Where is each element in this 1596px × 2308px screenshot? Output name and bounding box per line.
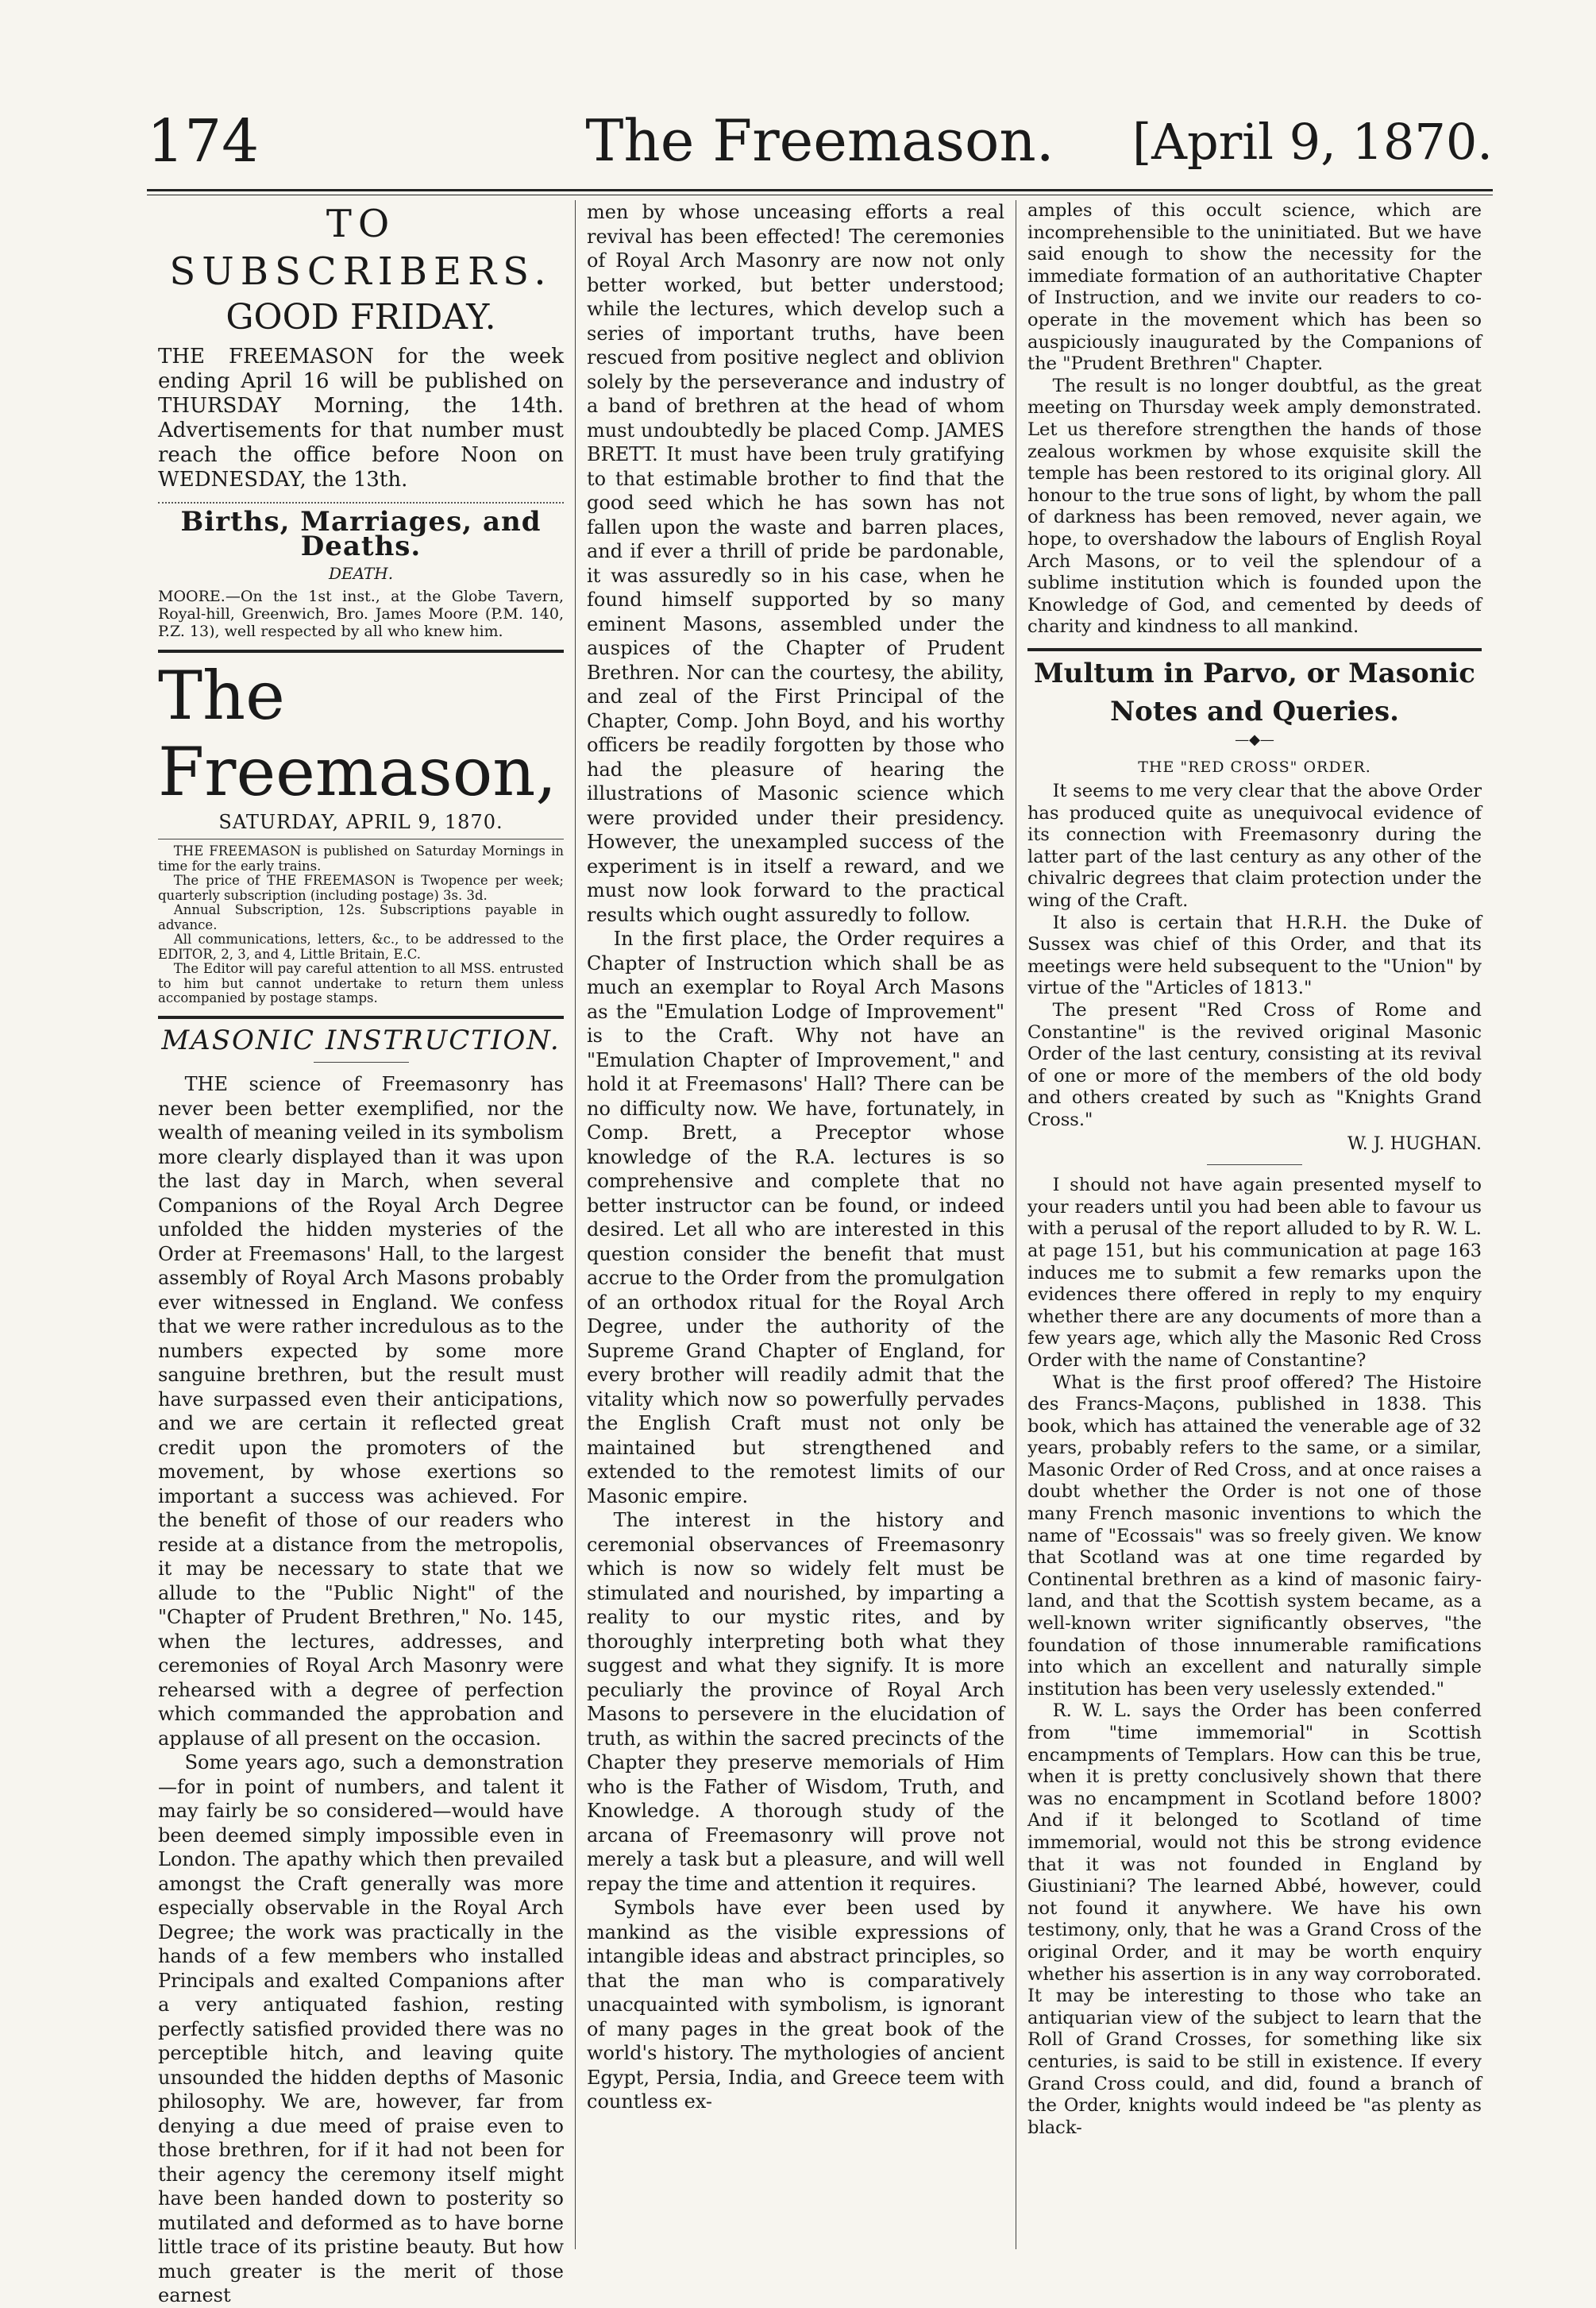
article-paragraph: Some years ago, such a demonstration—for in point of numbers, and talent it may fairly be so considered—would have been deemed simply impossible even in London. The apathy which then prevailed amongst the Craft generally was more especially observable in the Royal Arch Degree; the work was practically in the hands of a few members who installed Principals and exalted Companions after a very antiquated fashion, resting perfectly satisfied provided there was no perceptible hitch, and leaving quite unsounded the hidden depths of Masonic philosophy. We are, however, far from denying a due meed of praise even to those brethren, for if it had not been for their agency the ceremony itself might have been handed down to posterity so mutilated and deformed as to have borne little trace of its pristine beauty. But how much greater is the merit of those earnest xyxy=(158,1751,564,2306)
masonic-instruction-heading: MASONIC INSTRUCTION. xyxy=(161,1024,561,1056)
publication-info xyxy=(158,844,564,1006)
page-number: 174 xyxy=(147,107,260,176)
pub-info-line: Annual Subscription, 12s. Subscriptions payable in advance. xyxy=(158,902,564,932)
order-paragraph: It also is certain that H.R.H. the Duke of Sussex was chief of this Order, and that its meetings were held subsequent to the "Union" by virtue of the "Articles of 1813." xyxy=(1027,912,1482,999)
births-marriages-deaths-heading: Births, Marriages, and Deaths. xyxy=(180,506,542,562)
pub-info-line: All communications, letters, &c., to be addressed to the EDITOR, 2, 3, and 4, Little Britain, E.C. xyxy=(158,932,564,962)
dotted-divider xyxy=(158,502,564,504)
pub-info-line: THE FREEMASON is published on Saturday Mornings in time for the early trains. xyxy=(158,843,564,874)
article-paragraph: Symbols have ever been used by mankind as the visible expressions of intangible ideas and abstract principles, so that the man who is comparatively unacquainted with symbolism, is ignorant of many pages in the great book of the world's history. The mythologies of ancient Egypt, Persia, India, and Greece teem with countless ex- xyxy=(587,1897,1004,2113)
article-paragraph: THE science of Freemasonry has never been better exemplified, nor the wealth of meaning veiled in its symbolism more clearly displayed than it was upon the last day in March, when several Companions of the Royal Arch Degree unfolded the hidden mysteries of the Order at Freemasons' Hall, to the largest assembly of Royal Arch Masons probably ever witnessed in England. We confess that we were rather incredulous as to the numbers expected by some more sanguine brethren, but the result must have surpassed even their anticipations, and we are certain it reflected great credit upon the promoters of the movement, by whose exertions so important a success was achieved. For the benefit of those of our readers who reside at a distance from the metropolis, it may be necessary to state that we allude to the "Public Night" of the "Chapter of Prudent Brethren," No. 145, when the lectures, addresses, and ceremonies of Royal Arch Masonry were rehearsed with a degree of perfection which commanded the approbation and applause of all present on the occasion. xyxy=(158,1073,564,1750)
short-rule xyxy=(314,1062,409,1063)
page-header xyxy=(147,95,1493,183)
red-cross-order-heading: THE "RED CROSS" ORDER. xyxy=(1138,758,1371,777)
good-friday-heading: GOOD FRIDAY. xyxy=(226,297,496,338)
letter-paragraph: R. W. L. says the Order has been conferred from "time immemorial" in Scottish encampments of Templars. How can this be true, when it is pretty conclusively shown that there was no encampment in Scotland before 1800? And if it belonged to Scotland of time immemorial, would not this be strong evidence that it was not founded in England by Giustiniani? The learned Abbé, however, could not found it anywhere. We have his own testimony, only, that he was a Grand Cross of the original Order, and it may be worth enquiry whether his assertion is in any way corroborated. It may be interesting to those who take an antiquarian view of the subject to learn that the Roll of Grand Crosses, for something like six centuries, is said to be still in existence. If every Grand Cross could, and did, found a branch of the Order, knights would indeed be "as plenty as black- xyxy=(1027,1700,1482,2138)
article-paragraph: The result is no longer doubtful, as the great meeting on Thursday week amply demonstrated. Let us therefore strengthen the hands of those zealous workmen by whose exquisite skill the temple has been restored to its original glory. All honour to the true sons of light, by whom the pall of darkness has been removed, never again, we hope, to overshadow the labours of English Royal Arch Masons, or to veil the splendour of a sublime institution which is founded upon the Knowledge of God, and cemented by deeds of charity and kindness to all mankind. xyxy=(1027,375,1482,638)
column-2 xyxy=(576,200,1016,2249)
article-paragraph: amples of this occult science, which are incomprehensible to the uninitiated. But we have said enough to show the necessity for the immediate formation of an authoritative Chapter of Instruction, and we invite our readers to co-operate in the movement which has been so auspiciously inaugurated by the Companions of the "Prudent Brethren" Chapter. xyxy=(1027,200,1482,375)
letter-paragraph: What is the first proof offered? The Histoire des Francs-Maçons, published in 1838. This book, which has attained the venerable age of 32 years, probably refers to the same, or a similar, Masonic Order of Red Cross, and at once raises a doubt whether the Order is not one of those many French masonic inventions to which the name of "Ecossais" was so freely given. We know that Scotland was at one time regarded by Continental brethren as a kind of masonic fairy-land, and that the Scottish system became, as a well-known writer significantly observes, "the foundation of those innumerable ramifications into which an excellent and naturally simple institution has been very uselessly extended." xyxy=(1027,1372,1482,1700)
notes-queries-heading-1: Multum in Parvo, or Masonic xyxy=(1034,657,1475,689)
publication-date: SATURDAY, APRIL 9, 1870. xyxy=(218,810,503,833)
death-label: DEATH. xyxy=(328,564,394,583)
letter-paragraph: I should not have again presented myself to your readers until you had been able to favour us with a perusal of the report alluded to by R. W. L. at page 151, but his communication at page 163 induces me to submit a few remarks upon the evidences there offered in reply to my enquiry whether there are any documents of more than a few years age, which ally the Masonic Red Cross Order with the name of Constantine? xyxy=(1027,1175,1482,1371)
ornament-icon: —◆— xyxy=(1235,731,1274,748)
issue-date: [April 9, 1870. xyxy=(1131,113,1493,171)
pub-info-line: The price of THE FREEMASON is Twopence per week; quarterly subscription (including postage) 3s. 3d. xyxy=(158,873,564,903)
pub-info-line: The Editor will pay careful attention to all MSS. entrusted to him but cannot undertake to return them unless accompanied by postage stamps. xyxy=(158,961,564,1005)
subscribers-heading: TO SUBSCRIBERS. xyxy=(169,202,553,294)
header-rule xyxy=(147,189,1493,195)
article-paragraph: In the first place, the Order requires a Chapter of Instruction which shall be as much an exemplar to Royal Arch Masons as the "Emulation Lodge of Improvement" is to the Craft. Why not have an "Emulation Chapter of Improvement," and hold it at Freemasons' Hall? There can be no difficulty now. We have, fortunately, in Comp. Brett, a Preceptor whose knowledge of the R.A. lectures is so comprehensive and complete that no better instructor can be found, or indeed desired. Let all who are interested in this question consider the benefit that must accrue to the Order from the promulgation of an orthodox ritual for the Royal Arch Degree, under the authority of the Supreme Grand Chapter of England, for every brother will readily admit that the vitality which now so powerfully pervades the English Craft must not only be maintained but strengthened and extended to the remotest limits of our Masonic empire. xyxy=(587,928,1004,1507)
column-3 xyxy=(1016,200,1493,2249)
good-friday-notice: THE FREEMASON for the week ending April 16 will be published on THURSDAY Morning, the 14th. Advertisements for that number must reach the office before Noon on WEDNESDAY, the 13th. xyxy=(158,345,564,492)
divider xyxy=(1027,648,1482,651)
masthead: The Freemason. xyxy=(585,107,1054,174)
divider xyxy=(158,650,564,653)
short-rule xyxy=(1207,1164,1302,1165)
article-paragraph: men by whose unceasing efforts a real revival has been effected! The ceremonies of Royal Arch Masonry are now not only better worked, but better understood; while the lectures, which develop such a series of important truths, have been rescued from positive neglect and oblivion solely by the perseverance and industry of a band of brethren at the head of whom must undoubtedly be placed Comp. JAMES BRETT. It must have been truly gratifying to that estimable brother to find that the good seed which he has sown has not fallen upon the waste and barren places, and if ever a thrill of pride be pardonable, it was assuredly so in his case, when he found himself supported by so many eminent Masons, assembled under the auspices of the Chapter of Prudent Brethren. Nor can the courtesy, the ability, and zeal of the First Principal of the Chapter, Comp. John Boyd, and his worthy officers be readily forgotten by those who had the pleasure of hearing the illustrations of Masonic science which were provided under their presidency. However, the unexampled success of the experiment is in itself a reward, and we must now look forward to the practical results which ought assuredly to follow. xyxy=(587,201,1004,926)
divider xyxy=(158,1016,564,1019)
article-paragraph: The interest in the history and ceremonial observances of Freemasonry which is now so widely felt must be stimulated and nourished, by imparting a reality to our mystic rites, and by thoroughly interpreting both what they suggest and what they signify. It is more peculiarly the province of Royal Arch Masons to persevere in the elucidation of truth, as within the sacred precincts of the Chapter they preserve memorials of Him who is the Father of Wisdom, Truth, and Knowledge. A thorough study of the arcana of Freemasonry will prove not merely a task but a pleasure, and will well repay the time and attention it requires. xyxy=(587,1509,1004,1895)
column-1 xyxy=(147,200,576,2306)
death-notice: MOORE.—On the 1st inst., at the Globe Tavern, Royal-hill, Greenwich, Bro. James Moore (P.M. 140, P.Z. 13), well respected by all who knew him. xyxy=(158,587,564,640)
paper-title: The Freemason, xyxy=(158,656,557,811)
signature: W. J. HUGHAN. xyxy=(1347,1133,1482,1154)
order-paragraph: The present "Red Cross of Rome and Constantine" is the revived original Masonic Order of the last century, consisting at its revival of one or more of the members of the old body and others created by such as "Knights Grand Cross." xyxy=(1027,1000,1482,1130)
notes-queries-heading-2: Notes and Queries. xyxy=(1110,695,1399,728)
columns xyxy=(147,200,1493,2306)
order-paragraph: It seems to me very clear that the above Order has produced quite as unequivocal evidence of its connection with Freemasonry during the latter part of the last century as any other of the chivalric degrees that claim protection under the wing of the Craft. xyxy=(1027,781,1482,912)
